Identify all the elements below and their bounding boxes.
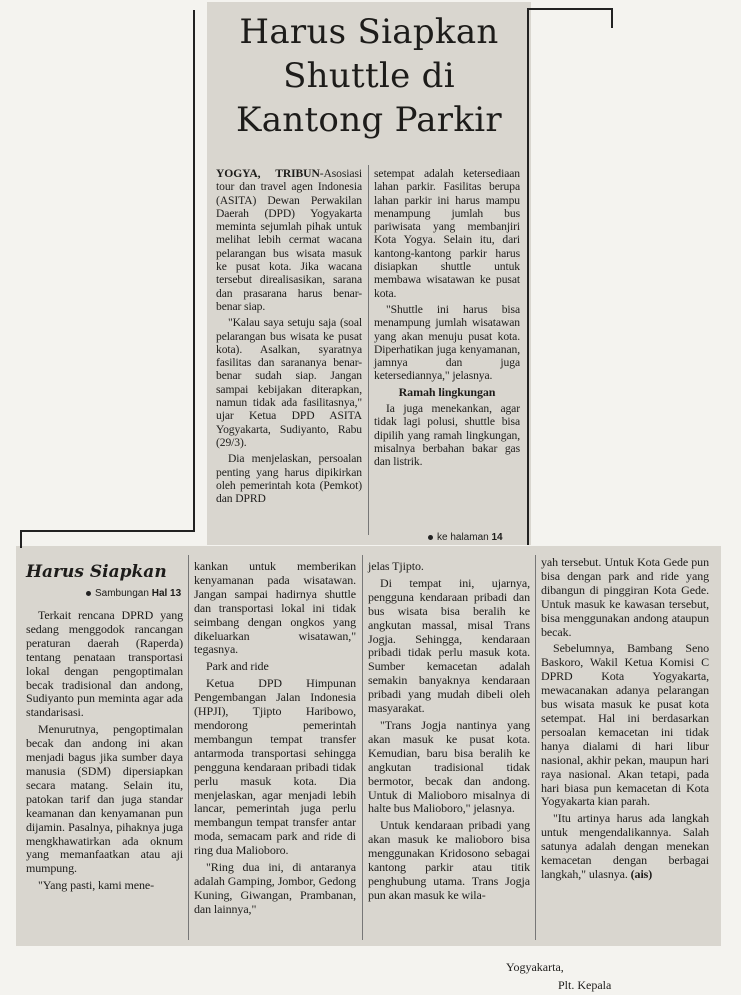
footer-title: Plt. Kepala bbox=[558, 978, 612, 992]
bullet-icon bbox=[86, 591, 91, 596]
paragraph: YOGYA, TRIBUN-Asosiasi tour dan travel agen Indonesia (ASITA) Dewan Perwakilan Daerah (DPD) Yogyakarta meminta sejumlah pihak untuk melihat lebih cermat wacana pelarangan bus wisata masuk ke pusat kota. Jika wacana tersebut direalisasikan, sarana dan prasarana harus benar-benar siap. bbox=[216, 167, 362, 313]
frame-left-top bbox=[193, 10, 195, 532]
frame-top-divider bbox=[368, 165, 369, 535]
frame-bottom-top bbox=[20, 530, 195, 532]
bullet-icon bbox=[428, 535, 433, 540]
headline-line-3: Kantong Parkir bbox=[236, 100, 502, 140]
paragraph: Menurutnya, pengoptimalan becak dan andong ini akan menjadi bagus jika sumber daya manusia (SDM) dipersiapkan secara matang. Selain itu, patokan tarif dan juga standar keamanan dan kenyamanan pun dijamin. Pasalnya, pihaknya juga mengkhawatirkan ada oknum yang memanfaatkan atau aji mumpung. bbox=[26, 722, 183, 876]
top-column-2 bbox=[374, 167, 520, 472]
paragraph: "Kalau saya setuju saja (soal pelarangan bus wisata ke pusat kota). Asalkan, syaratnya fasilitas dan sarananya benar-benar sudah siap. Jangan sampai kebijakan diterapkan, namun tidak ada fasilitasnya," ujar Ketua DPD ASITA Yogyakarta, Sudiyanto, Rabu (29/3). bbox=[216, 316, 362, 449]
paragraph: setempat adalah ketersediaan lahan parkir. Fasilitas berupa lahan parkir ini harus mampu menampung jumlah bus pariwisata yang membanjiri Kota Yogya. Selain itu, dari kantong-kantong parkir harus disiapkan shuttle untuk membawa wisatawan ke pusat kota. bbox=[374, 167, 520, 300]
frame-bottom-left-vert bbox=[20, 530, 22, 548]
jump-to-page: ke halaman 14 bbox=[428, 532, 503, 543]
dateline: YOGYA, TRIBUN bbox=[216, 167, 320, 180]
paragraph: Terkait rencana DPRD yang sedang menggodok rancangan peraturan daerah (Raperda) tentang penataan transportasi lokal dengan pengoptimalan becak tradisional dan andong, Sudiyanto pun meminta agar ada standarisasi. bbox=[26, 608, 183, 720]
frame-bottom-divider-2 bbox=[362, 555, 363, 940]
bottom-column-1 bbox=[26, 609, 183, 896]
headline-line-2: Shuttle di bbox=[283, 56, 455, 96]
subhead-park-and-ride: Park and ride bbox=[206, 659, 269, 674]
paragraph: Dia menjelaskan, persoalan penting yang harus dipikirkan oleh pemerintah kota (Pemkot) dan DPRD bbox=[216, 452, 362, 506]
paragraph: jelas Tjipto. bbox=[368, 559, 424, 573]
bottom-column-2 bbox=[194, 560, 356, 920]
paragraph: Ia juga menekankan, agar tidak lagi polusi, shuttle bisa dipilih yang ramah lingkungan, misalnya berbahan bakar gas dan listrik. bbox=[374, 402, 520, 469]
paragraph: "Yang pasti, kami mene- bbox=[38, 878, 155, 893]
continuation-kicker: Harus Siapkan bbox=[26, 562, 167, 582]
headline bbox=[207, 10, 531, 142]
frame-right-mid bbox=[611, 8, 613, 28]
author-signoff: (ais) bbox=[630, 866, 653, 881]
frame-top-right bbox=[527, 8, 613, 10]
paragraph: "Trans Jogja nantinya yang akan masuk ke pusat kota. Kemudian, baru bisa beralih ke angkutan tradisional tidak bermotor, becak dan andong. Untuk di Malioboro misalnya di halte bus Malioboro," jelasnya. bbox=[368, 717, 530, 816]
paragraph: Di tempat ini, ujarnya, pengguna kendaraan pribadi dan bus wisata bisa beralih ke angkutan massal, misal Trans Jogja. Sehingga, kendaraan pribadi tidak perlu masuk kota. Sumber kemacetan adalah semakin banyaknya kendaraan pribadi yang mudah dibeli oleh masyarakat. bbox=[368, 575, 530, 716]
frame-bottom-divider-3 bbox=[535, 555, 536, 940]
continued-from: Sambungan Hal 13 bbox=[86, 588, 181, 599]
bottom-column-3 bbox=[368, 560, 530, 906]
paragraph: kankan untuk memberikan kenyamanan pada wisatawan. Jangan sampai hadirnya shuttle dan transportasi lokal ini tidak seimbang dengan ongkos yang dikeluarkan wisatawan," tegasnya. bbox=[194, 559, 356, 657]
paragraph: "Shuttle ini harus bisa menampung jumlah wisatawan yang akan menuju pusat kota. Diperhatikan juga kenyamanan, jamnya dan juga ketersediannya," jelasnya. bbox=[374, 302, 520, 383]
paragraph: "Itu artinya harus ada langkah untuk mengendalikannya. Salah satunya adalah dengan menekan kemacetan dengan berbagai langkah," ulasnya. (ais) bbox=[541, 811, 709, 881]
bottom-column-4 bbox=[541, 556, 709, 885]
paragraph: "Ring dua ini, di antaranya adalah Gamping, Jombor, Gedong Kuning, Giwangan, Prambanan, dan lainnya," bbox=[194, 860, 356, 916]
top-column-1 bbox=[216, 167, 362, 508]
subhead: Ramah lingkungan bbox=[398, 384, 496, 399]
paragraph: yah tersebut. Untuk Kota Gede pun bisa dengan park and ride yang dibangun di pinggiran Kota Gede. Untuk masuk ke kawasan tersebut, bisa menggunakan andong ataupun becak. bbox=[541, 555, 709, 639]
footer-location: Yogyakarta, bbox=[506, 960, 564, 974]
headline-line-1: Harus Siapkan bbox=[239, 12, 499, 52]
paragraph: Ketua DPD Himpunan Pengembangan Jalan Indonesia (HPJI), Tjipto Haribowo, mendorong pemerintah membangun tempat transfer antarmoda transportasi sehingga pengguna kendaraan pribadi tidak perlu masuk kota. Dia menjelaskan, agar menjadi lebih lancar, pemerintah juga perlu membangun tempat transfer antar moda, semacam park and ride di ring dua Malioboro. bbox=[194, 676, 356, 858]
frame-bottom-divider-1 bbox=[188, 555, 189, 940]
paragraph: Sebelumnya, Bambang Seno Baskoro, Wakil Ketua Komisi C DPRD Kota Yogyakarta, mewacanakan adanya pelarangan bus wisata masuk ke pusat kota setempat. Hal ini berdasarkan persoalan kemacetan ini tidak hanya dialami di hari libur nasional, akhir pekan, maupun hari raya nasional. Akan tetapi, pada hari biasa pun kemacetan di Kota Yogyakarta kian parah. bbox=[541, 641, 709, 809]
paragraph: Untuk kendaraan pribadi yang akan masuk ke malioboro bisa menggunakan Kridosono sebagai kantong parkir atau titik penghubung utama. Trans Jogja pun akan masuk ke wila- bbox=[368, 818, 530, 902]
